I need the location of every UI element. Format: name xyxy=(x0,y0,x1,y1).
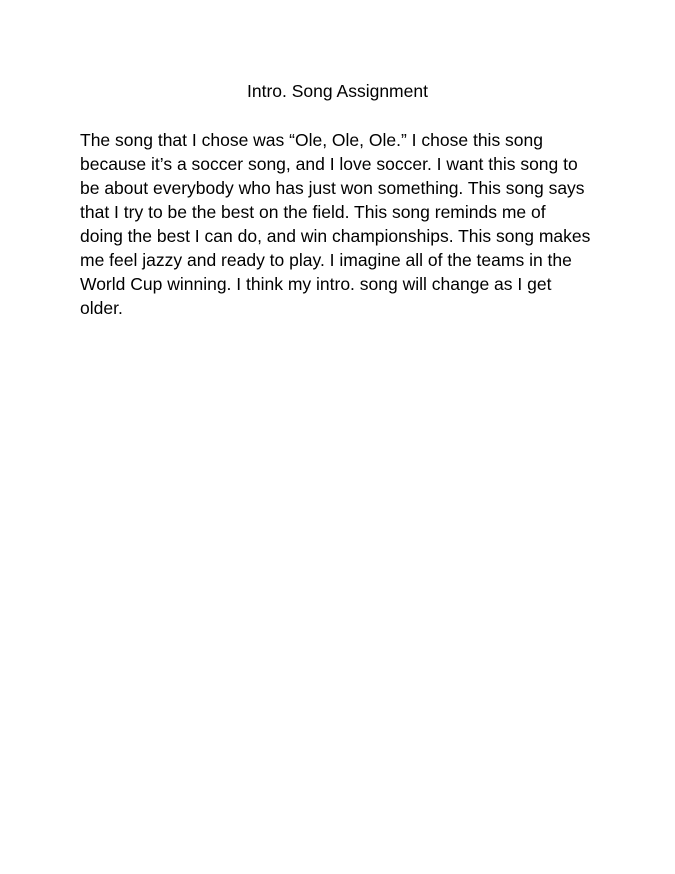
document-paragraph xyxy=(80,128,620,320)
paragraph-line: because it’s a soccer song, and I love soccer. I want this song to xyxy=(80,154,578,174)
document-title: Intro. Song Assignment xyxy=(247,81,428,101)
paragraph-line: doing the best I can do, and win championships. This song makes xyxy=(80,226,591,246)
paragraph-line: that I try to be the best on the field. This song reminds me of xyxy=(80,202,546,222)
paragraph-line: be about everybody who has just won something. This song says xyxy=(80,178,585,198)
paragraph-line: The song that I chose was “Ole, Ole, Ole.” I chose this song xyxy=(80,130,543,150)
paragraph-line: older. xyxy=(80,298,123,318)
paragraph-line: World Cup winning. I think my intro. song will change as I get xyxy=(80,274,552,294)
paragraph-line: me feel jazzy and ready to play. I imagine all of the teams in the xyxy=(80,250,572,270)
